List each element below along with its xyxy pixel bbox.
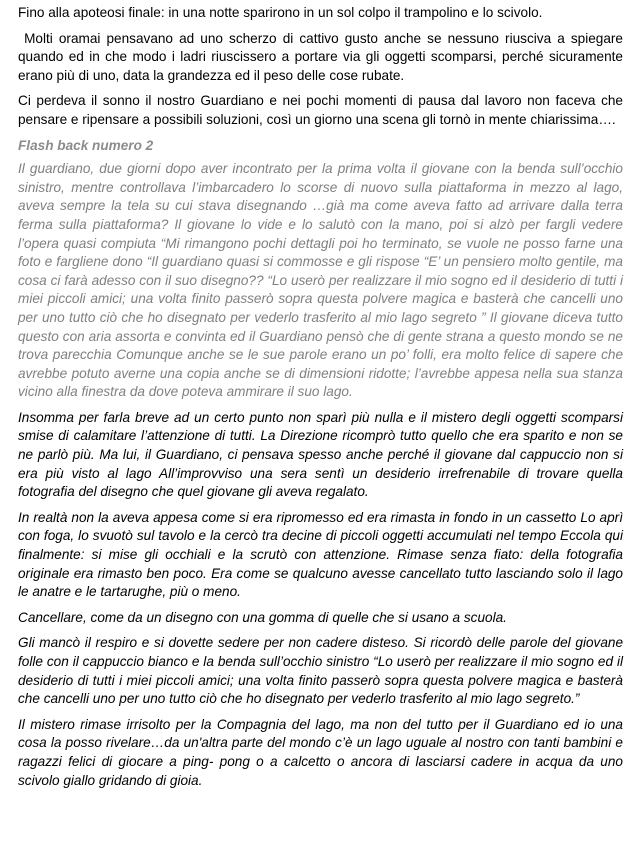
- paragraph-8: Gli mancò il respiro e si dovette sedere per non cadere disteso. Si ricordò delle parole del giovane folle con il cappuccio bianco e la benda sull’occhio sinistro “Lo userò per realizzare il mio sogno ed il desiderio di tutti i miei piccoli amici; una volta finito passerò sopra questa polvere magica e basterà che cancelli uno per uno tutto ciò che ho disegnato per vederlo trasferito al mio lago segreto.”: [18, 635, 623, 707]
- flashback-paragraph: Il guardiano, due giorni dopo aver incontrato per la prima volta il giovane con la benda sull’occhio sinistro, mentre controllava l’imbarcadero lo scorse di nuovo sulla piattaforma in mezzo al lago, aveva sempre la tela su cui stava disegnando …già ma come aveva fatto ad arrivare dalla terra ferma sulla piattaforma? Il giovane lo vide e lo salutò con la mano, poi si alzò per fargli vedere l’opera quasi compiuta “Mi rimangono pochi dettagli poi ho terminato, se vuole ne posso farne una foto e fargliene dono “Il guardiano quasi si commosse e gli rispose “E’ un pensiero molto gentile, ma cosa ci farà adesso con il suo disegno?? “Lo userò per realizzare il mio sogno ed il desiderio di tutti i miei piccoli amici; una volta finito passerò sopra questa polvere magica e basterà che cancelli uno per uno tutto ciò che ho disegnato per vederlo trasferito al mio lago segreto ” Il giovane diceva tutto questo con aria assorta e convinta ed il Guardiano pensò che di gente strana a questo mondo se ne trova parecchia Comunque anche se le sue parole erano un po’ folli, era molto felice di sapere che avrebbe potuto averne una copia anche se di dimensioni ridotte; l’avrebbe appesa nella sua stanza vicino alla finestra da dove poteva ammirare il suo lago.: [18, 161, 623, 400]
- paragraph-1: Fino alla apoteosi finale: in una notte sparirono in un sol colpo il trampolino e lo scivolo.: [18, 5, 543, 20]
- paragraph-2: Molti oramai pensavano ad uno scherzo di cattivo gusto anche se nessuno riusciva a spiegare quando ed in che modo i ladri riuscissero a portare via gli oggetti scomparsi, perché sicuramente erano più di uno, data la grandezza ed il peso delle cose rubate.: [18, 30, 627, 83]
- paragraph-5: Insomma per farla breve ad un certo punto non sparì più nulla e il mistero degli oggetti scomparsi smise di calamitare l’attenzione di tutti. La Direzione ricomprò tutto quello che era sparito e non se ne parlò più. Ma lui, il Guardiano, ci pensava spesso anche perché il giovane dal cappuccio non si era più visto al lago All’improvviso una sera sentì un desiderio irrefrenabile di trovare quella fotografia del disegno che quel giovane gli aveva regalato.: [18, 409, 623, 500]
- flashback-heading: Flash back numero 2: [18, 137, 154, 153]
- paragraph-9: Il mistero rimase irrisolto per la Compagnia del lago, ma non del tutto per il Guardiano ed io una cosa la posso rivelare…da un'altra parte del mondo c’è un lago uguale al nostro con tanti bambini e ragazzi felici di giocare a ping- pong o a calcetto o ancora di lasciarsi cadere in acqua da uno scivolo giallo gridando di gioia.: [18, 716, 623, 788]
- paragraph-3: Ci perdeva il sonno il nostro Guardiano e nei pochi momenti di pausa dal lavoro non faceva che pensare e ripensare a possibili soluzioni, così un giorno una scena gli tornò in mente chiarissima….: [18, 93, 623, 127]
- paragraph-7: Cancellare, come da un disegno con una gomma di quelle che si usano a scuola.: [18, 609, 507, 625]
- paragraph-6: In realtà non la aveva appesa come si era ripromesso ed era rimasta in fondo in un cassetto Lo aprì con foga, lo svuotò sul tavolo e la cercò tra decine di piccoli oggetti accumulati nel tempo Eccola qui finalmente: si mise gli occhiali e la scrutò con attenzione. Rimase senza fiato: della fotografia originale era rimasto ben poco. Era come se qualcuno avesse cancellato tutto lasciando solo il lago le anatre e le tartarughe, più o meno.: [18, 509, 623, 600]
